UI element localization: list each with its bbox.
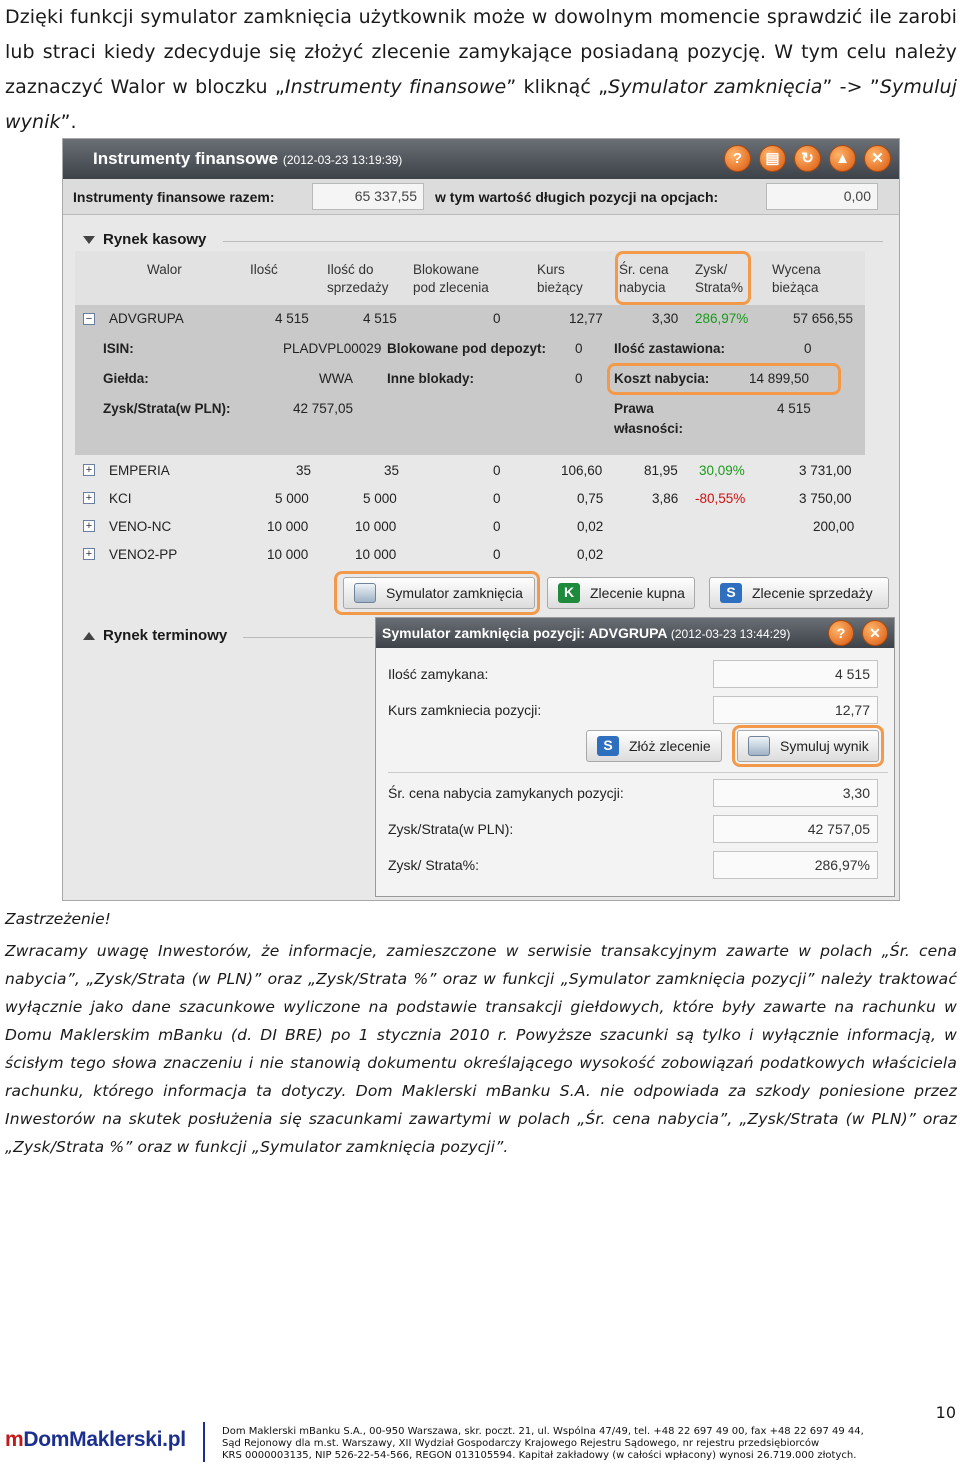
section-futures-market[interactable] — [83, 627, 227, 644]
expand-arrow-icon — [83, 632, 95, 640]
divider — [223, 241, 883, 242]
row-blocked: 0 — [493, 519, 501, 534]
page-number: 10 — [935, 1403, 956, 1422]
row-price: 0,02 — [577, 547, 604, 562]
dep-label: Blokowane pod depozyt: — [387, 341, 547, 356]
footer-legal — [222, 1426, 894, 1462]
table-row[interactable] — [75, 541, 865, 569]
dialog-title: Symulator zamknięcia pozycji: ADVGRUPA — [382, 625, 667, 641]
highlight-simulator — [334, 571, 540, 615]
avg-price-value: 3,30 — [713, 779, 878, 807]
avg-price-label: Śr. cena nabycia zamykanych pozycji: — [388, 785, 624, 801]
options-label: w tym wartość długich pozycji na opcjach: — [435, 189, 719, 205]
row-value: 3 731,00 — [799, 463, 852, 478]
col-wycena-l2: bieżąca — [772, 280, 819, 295]
expand-icon[interactable]: + — [83, 464, 95, 476]
row-name: ADVGRUPA — [109, 311, 184, 326]
intro-em-simulator: Symulator zamknięcia — [608, 76, 823, 98]
close-price-input[interactable]: 12,77 — [713, 696, 878, 724]
row-blocked: 0 — [493, 463, 501, 478]
pl-label: Zysk/Strata(w PLN): — [103, 401, 231, 416]
pl-pln-value: 42 757,05 — [713, 815, 878, 843]
row-name: KCI — [109, 491, 132, 506]
expand-icon[interactable]: + — [83, 520, 95, 532]
options-value: 0,00 — [766, 183, 878, 210]
row-pl-pct: -80,55% — [695, 491, 746, 506]
intro-text-1: Dzięki funkcji symulator zamknięcia użytkownik może w dowolnym momencie sprawdzić ile zarobi lub straci kiedy zdecyduje się złożyć zlecenie zamykające posiadaną pozycję. W tym celu należy zaznaczyć Walor w bloczku „ — [5, 6, 957, 98]
col-ilosc-do[interactable] — [327, 261, 389, 297]
row-name: EMPERIA — [109, 463, 170, 478]
row-qty: 35 — [296, 463, 312, 478]
collapse-icon[interactable]: − — [83, 313, 95, 325]
pl-pct-label: Zysk/ Strata%: — [388, 857, 480, 873]
pl-pct-value: 286,97% — [713, 851, 878, 879]
footer-divider — [203, 1422, 205, 1462]
expand-icon[interactable]: + — [83, 548, 95, 560]
table-row[interactable] — [75, 457, 865, 485]
rights-label-1: Prawa — [614, 401, 654, 416]
highlight-cost — [607, 363, 841, 395]
row-qty: 10 000 — [267, 547, 309, 562]
warning-text: Zwracamy uwagę Inwestorów, że informacje, zamieszczone w serwisie transakcyjnym zawarte w polach „Śr. cena nabycia”, „Zysk/Strata (w PLN)” oraz „Zysk/Strata %” oraz w funkcji „Symulator zamknięcia pozycji” należy traktować wyłącznie jako dane szacunkowe wyliczone na podstawie transakcji giełdowych, które były zawarte na rachunku w Domu Maklerskim mBanku (d. DI BRE) po 1 stycznia 2010 r. Powyższe szacunki są tylko i wyłącznie informacją, w ścisłym tego słowa znaczeniu i nie stanowią dokumentu określającego wysokość zobowiązań podatkowych właściciela rachunku, którego informacja ta dotyczy. Dom Maklerski mBanku S.A. nie odpowiada za szkody poniesione przez Inwestorów na skutek posłużenia się szacunkami zawartymi w polach „Śr. cena nabycia”, „Zysk/Strata (w PLN)” oraz „Zysk/Strata %” oraz w funkcji „Symulator zamknięcia pozycji”. — [5, 942, 957, 1156]
col-blok-l1: Blokowane — [413, 262, 480, 277]
col-ilosc-do-l1: Ilość do — [327, 262, 374, 277]
row-qty-sell: 35 — [384, 463, 400, 478]
row-qty: 4 515 — [275, 311, 309, 326]
row-blocked: 0 — [493, 547, 501, 562]
help-icon[interactable]: ? — [724, 145, 751, 172]
row-avg: 3,86 — [652, 491, 679, 506]
intro-text-4: ”. — [60, 111, 77, 133]
sum-label: Instrumenty finansowe razem: — [73, 189, 275, 205]
col-zysk-l2: Strata% — [695, 280, 744, 295]
sell-order-label: Zlecenie sprzedaży — [752, 585, 873, 601]
row-avg: 3,30 — [652, 311, 679, 326]
table-row[interactable] — [75, 485, 865, 513]
help-icon[interactable]: ? — [828, 620, 854, 646]
row-qty: 5 000 — [275, 491, 309, 506]
close-qty-label: Ilość zamykana: — [388, 666, 489, 682]
sum-value: 65 337,55 — [312, 183, 424, 210]
cost-label: Koszt nabycia: — [614, 371, 710, 386]
row-qty-sell: 5 000 — [363, 491, 397, 506]
cost-value: 14 899,50 — [749, 371, 810, 386]
row-qty-sell: 4 515 — [363, 311, 397, 326]
row-price: 106,60 — [561, 463, 603, 478]
close-qty-input[interactable]: 4 515 — [713, 660, 878, 688]
col-walor[interactable]: Walor — [147, 262, 182, 277]
divider — [243, 637, 373, 638]
row-price: 0,75 — [577, 491, 604, 506]
row-value: 57 656,55 — [793, 311, 854, 326]
panel-title: Instrumenty finansowe — [93, 149, 279, 168]
intro-paragraph — [5, 0, 957, 140]
place-order-label: Złóż zlecenie — [629, 738, 711, 754]
exchange-label: Giełda: — [103, 371, 149, 386]
row-blocked: 0 — [493, 311, 501, 326]
isin-label: ISIN: — [103, 341, 134, 356]
row-pl-pct: 286,97% — [695, 311, 749, 326]
col-blokowane[interactable] — [413, 261, 489, 297]
pl-pln-label: Zysk/Strata(w PLN): — [388, 821, 514, 837]
sell-icon: S — [597, 736, 619, 756]
panel-toolbar — [724, 145, 891, 172]
row-blocked: 0 — [493, 491, 501, 506]
section-cash-label: Rynek kasowy — [103, 231, 207, 248]
dep-value: 0 — [575, 341, 583, 356]
simulate-result-label: Symuluj wynik — [780, 738, 869, 754]
other-label: Inne blokady: — [387, 371, 475, 386]
intro-text-3: ” -> ” — [822, 76, 880, 98]
row-name: VENO-NC — [109, 519, 172, 534]
logo-m: m — [5, 1428, 24, 1451]
brand-logo — [5, 1428, 186, 1452]
row-qty-sell: 10 000 — [355, 519, 397, 534]
row-avg: 81,95 — [644, 463, 678, 478]
section-cash-market[interactable] — [83, 231, 206, 248]
other-value: 0 — [575, 371, 583, 386]
row-qty: 10 000 — [267, 519, 309, 534]
row-name: VENO2-PP — [109, 547, 178, 562]
close-icon[interactable]: ✕ — [862, 620, 888, 646]
row-value: 200,00 — [813, 519, 855, 534]
refresh-icon[interactable]: ↻ — [794, 145, 821, 172]
col-wycena-l1: Wycena — [772, 262, 821, 277]
rights-value: 4 515 — [777, 401, 811, 416]
section-futures-label: Rynek terminowy — [103, 627, 228, 644]
footer-line-3: KRS 0000003135, NIP 526-22-54-566, REGON 013105594. Kapitał zakładowy (w całości wpłacony) wynosi 26.719.000 złotych. — [222, 1450, 857, 1461]
footer-line-2: Sąd Rejonowy dla m.st. Warszawy, XII Wydział Gospodarczy Krajowego Rejestru Sądowego, nr rejestru przedsiębiorców — [222, 1438, 820, 1449]
close-icon[interactable]: ✕ — [864, 145, 891, 172]
row-qty-sell: 10 000 — [355, 547, 397, 562]
panel-titlebar — [63, 139, 900, 179]
buy-order-button[interactable] — [547, 577, 695, 609]
close-price-label: Kurs zamkniecia pozycji: — [388, 702, 542, 718]
summary-row — [63, 179, 900, 215]
panel-timestamp: (2012-03-23 13:19:39) — [282, 153, 403, 167]
exchange-value: WWA — [319, 371, 353, 386]
dialog-timestamp: (2012-03-23 13:44:29) — [670, 627, 791, 641]
logo-text: DomMaklerski.pl — [23, 1428, 186, 1451]
row-value: 3 750,00 — [799, 491, 852, 506]
intro-em-simulate: Symuluj wynik — [5, 76, 957, 133]
highlight-simulate — [732, 725, 884, 767]
print-icon[interactable]: ▤ — [759, 145, 786, 172]
warning-title: Zastrzeżenie! — [5, 910, 111, 928]
dialog-titlebar — [376, 618, 894, 648]
col-kurs-l2: bieżący — [537, 280, 583, 295]
collapse-up-icon[interactable]: ▲ — [829, 145, 856, 172]
col-ilosc-do-l2: sprzedaży — [327, 280, 389, 295]
buy-order-label: Zlecenie kupna — [590, 585, 685, 601]
sell-order-button[interactable] — [709, 577, 889, 609]
row-pl-pct: 30,09% — [699, 463, 745, 478]
col-sr-l1: Śr. cena — [619, 262, 669, 277]
pledge-value: 0 — [804, 341, 812, 356]
footer-line-1: Dom Maklerski mBanku S.A., 00-950 Warszawa, skr. poczt. 21, ul. Wspólna 47/49, tel. +48 22 697 49 00, fax +48 22 697 49 44, — [222, 1426, 864, 1437]
table-row[interactable] — [75, 513, 865, 541]
col-sr-l2: nabycia — [619, 280, 666, 295]
positions-list — [75, 457, 865, 569]
close-simulator-dialog — [375, 617, 895, 897]
expand-icon[interactable]: + — [83, 492, 95, 504]
col-ilosc[interactable]: Ilość — [250, 262, 278, 277]
highlight-columns — [615, 251, 751, 305]
col-kurs[interactable] — [537, 261, 583, 297]
col-wycena[interactable] — [772, 261, 821, 297]
collapse-arrow-icon — [83, 236, 95, 244]
isin-value: PLADVPL00029 — [283, 341, 382, 356]
intro-text-2: ” kliknąć „ — [506, 76, 609, 98]
col-kurs-l1: Kurs — [537, 262, 565, 277]
rights-label-2: własności: — [614, 421, 684, 436]
place-order-button[interactable] — [586, 730, 722, 762]
row-price: 0,02 — [577, 519, 604, 534]
simulator-button-label: Symulator zamknięcia — [386, 585, 523, 601]
col-blok-l2: pod zlecenia — [413, 280, 489, 295]
intro-em-instruments: Instrumenty finansowe — [284, 76, 507, 98]
pledge-label: Ilość zastawiona: — [614, 341, 726, 356]
col-zysk-l1: Zysk/ — [695, 262, 728, 277]
sell-icon: S — [720, 583, 742, 603]
buy-icon: K — [558, 583, 580, 603]
pl-value: 42 757,05 — [293, 401, 354, 416]
divider — [388, 772, 888, 773]
row-price: 12,77 — [569, 311, 603, 326]
